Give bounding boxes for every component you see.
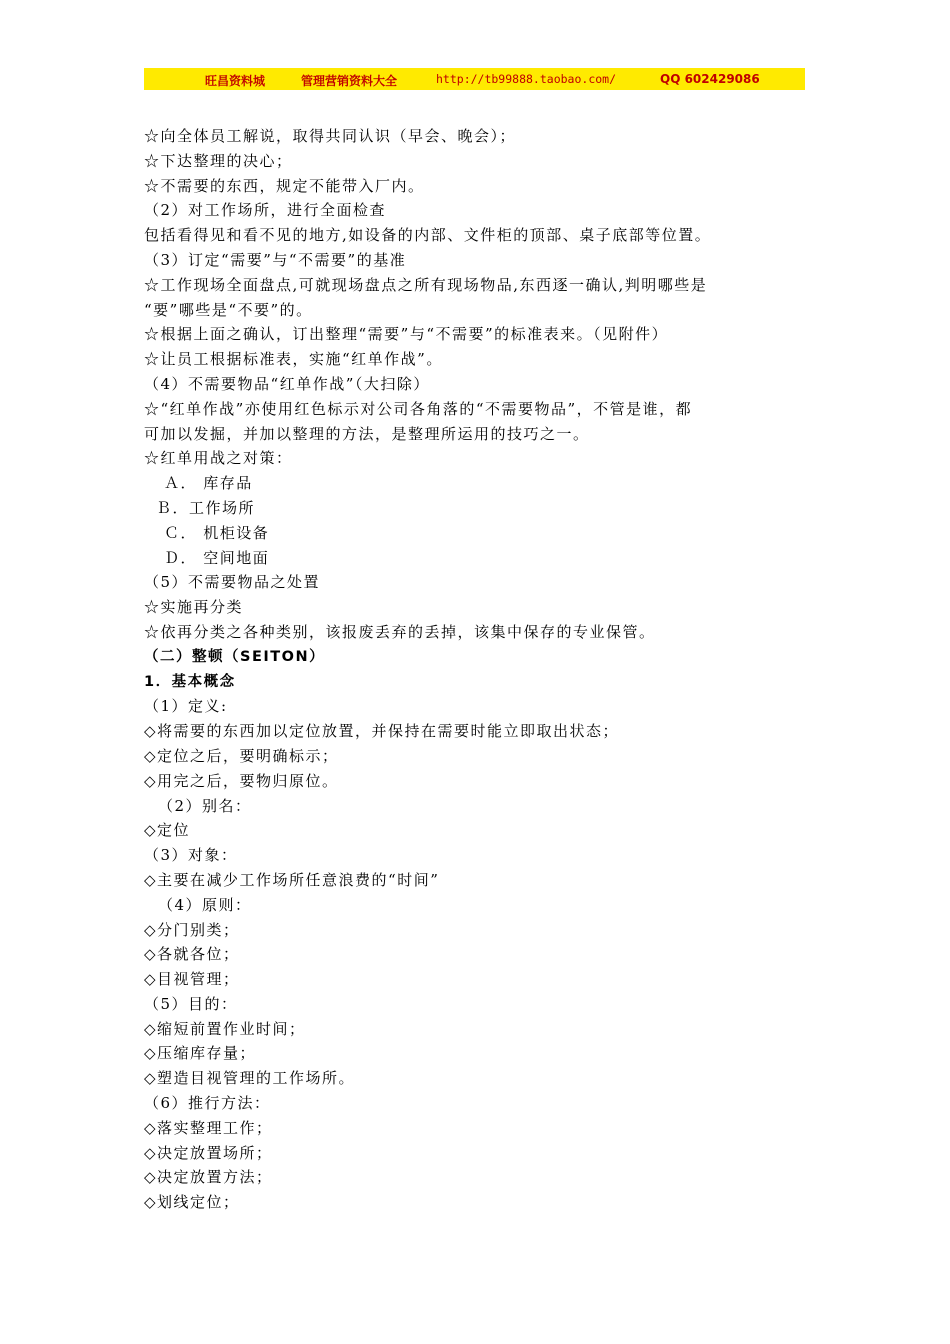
text-line: ◇决定放置场所； (144, 1143, 273, 1162)
text-line: Ｄ． 空间地面 (164, 548, 270, 567)
text-line: 可加以发掘，并加以整理的方法，是整理所运用的技巧之一。 (144, 424, 590, 443)
text-line: ◇落实整理工作； (144, 1118, 273, 1137)
text-line: ☆不需要的东西，规定不能带入厂内。 (144, 176, 425, 195)
text-line: （2）对工作场所，进行全面检查 (144, 201, 387, 220)
text-line: ◇缩短前置作业时间； (144, 1019, 306, 1038)
header-shop-name: 旺昌资料城 (205, 74, 266, 88)
text-line: ☆工作现场全面盘点,可就现场盘点之所有现场物品,东西逐一确认,判明哪些是 (144, 275, 708, 294)
text-line: ◇各就各位； (144, 945, 240, 964)
text-line: 包括看得见和看不见的地方,如设备的内部、文件柜的顶部、桌子底部等位置。 (144, 226, 712, 245)
text-line: （3）订定“需要”与“不需要”的基准 (144, 250, 407, 269)
text-line: ☆下达整理的决心； (144, 151, 293, 170)
section-heading: （二）整顿（SEITON） (144, 648, 326, 665)
text-line: Ａ． 库存品 (164, 474, 253, 493)
document-body (144, 124, 809, 1215)
text-line: ◇分门别类； (144, 920, 240, 939)
text-line: “要”哪些是“不要”的。 (144, 300, 313, 319)
text-line: （6）推行方法： (144, 1094, 271, 1113)
text-line: ◇定位 (144, 821, 191, 840)
text-line: ☆红单用战之对策： (144, 449, 293, 468)
text-line: （3）对象： (144, 846, 238, 865)
text-line: ☆实施再分类 (144, 598, 244, 617)
text-line: Ｂ．工作场所 (156, 498, 256, 517)
text-line: ◇用完之后，要物归原位。 (144, 771, 339, 790)
text-line: （5）目的： (144, 994, 238, 1013)
text-line: ☆“红单作战”亦使用红色标示对公司各角落的“不需要物品”，不管是谁，都 (144, 399, 693, 418)
text-line: ☆依再分类之各种类别，该报废丢弃的丢掉，该集中保存的专业保管。 (144, 622, 656, 641)
header-title: 管理营销资料大全 (301, 74, 398, 88)
section-heading: 1．基本概念 (144, 673, 236, 690)
text-line: ☆让员工根据标准表，实施“红单作战”。 (144, 350, 443, 369)
text-line: ◇将需要的东西加以定位放置，并保持在需要时能立即取出状态； (144, 722, 620, 741)
text-line: ◇主要在减少工作场所任意浪费的“时间” (144, 870, 440, 889)
text-line: ◇压缩库存量； (144, 1044, 257, 1063)
text-line: ◇决定放置方法； (144, 1168, 273, 1187)
text-line: ◇划线定位； (144, 1193, 240, 1212)
text-line: ◇塑造目视管理的工作场所。 (144, 1069, 356, 1088)
header-url-link[interactable]: http://tb99888.taobao.com/ (436, 72, 617, 86)
text-line: （5）不需要物品之处置 (144, 573, 321, 592)
text-line: （1）定义: (144, 697, 228, 716)
text-line: Ｃ． 机柜设备 (164, 523, 270, 542)
text-line: （2）别名： (158, 796, 252, 815)
header-qq: QQ 602429086 (660, 72, 760, 86)
text-line: ◇目视管理； (144, 970, 240, 989)
text-line: ☆向全体员工解说，取得共同认识（早会、晚会）； (144, 127, 517, 145)
text-line: （4）不需要物品“红单作战”（大扫除） (144, 374, 430, 393)
text-line: （4）原则： (158, 895, 252, 914)
text-line: ◇定位之后，要明确标示； (144, 746, 339, 765)
text-line: ☆根据上面之确认，订出整理“需要”与“不需要”的标准表来。（见附件） (144, 325, 669, 344)
header-banner (144, 68, 805, 90)
